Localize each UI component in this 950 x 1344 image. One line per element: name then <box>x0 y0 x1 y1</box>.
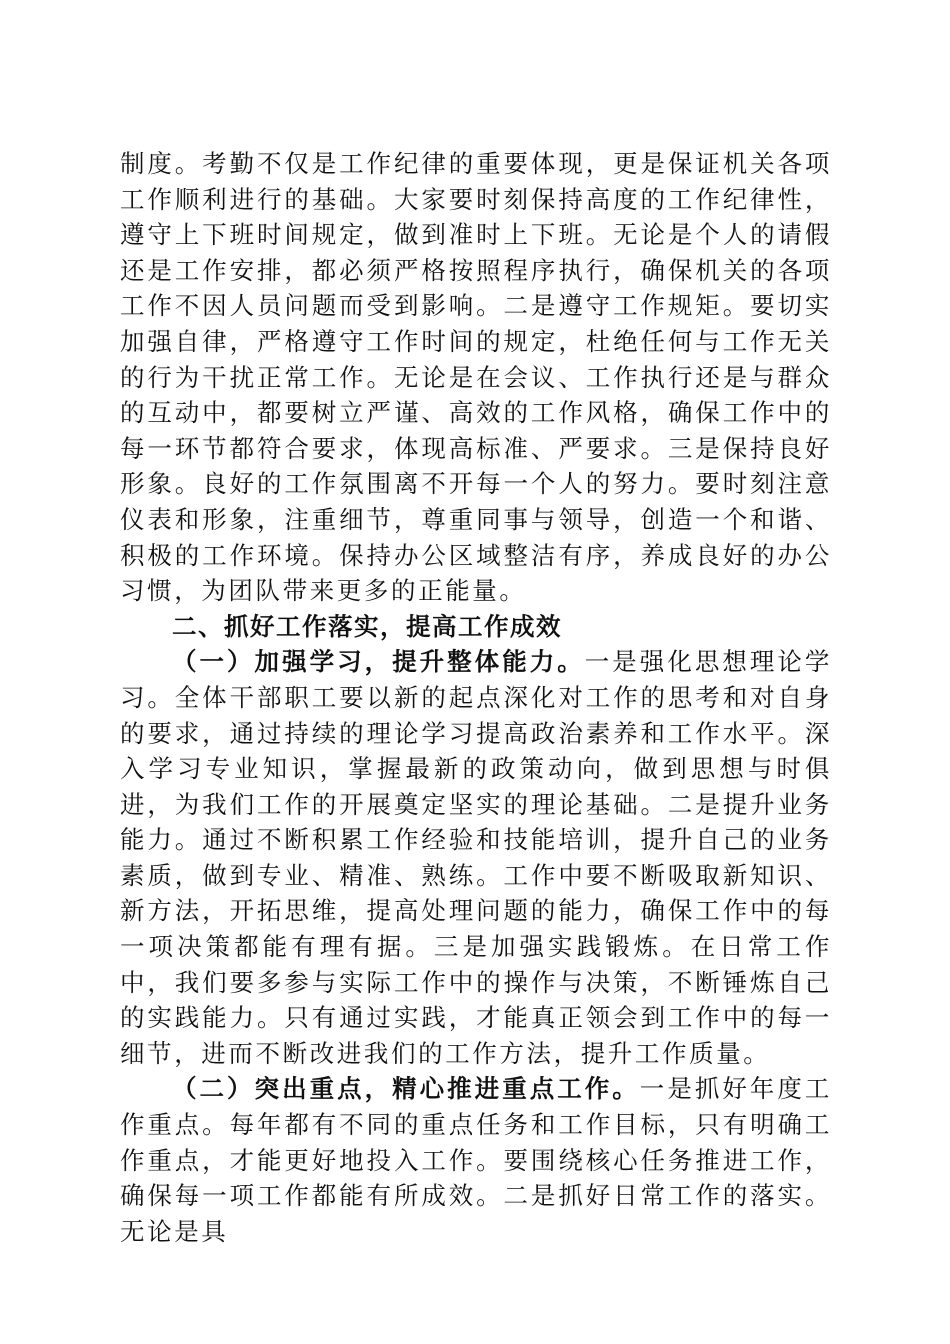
subsection-2-title: （二）突出重点，精心推进重点工作。 <box>172 1074 640 1104</box>
subsection-1-body: 一是强化思想理论学习。全体干部职工要以新的起点深化对工作的思考和对自身的要求，通过持续的理论学习提高政治素养和工作水平。深入学习专业知识，掌握最新的政策动向，做到思想与时俱进，为我们工作的开展奠定坚实的理论基础。二是提升业务能力。通过不断积累工作经验和技能培训，提升自己的业务素质，做到专业、精准、熟练。工作中要不断吸取新知识、新方法，开拓思维，提高处理问题的能力，确保工作中的每一项决策都能有理有据。三是加强实践锻炼。在日常工作中，我们要多参与实际工作中的操作与决策，不断锤炼自己的实践能力。只有通过实践，才能真正领会到工作中的每一细节，进而不断改进我们的工作方法，提升工作质量。 <box>120 647 833 1068</box>
section-heading-2: 二、抓好工作落实，提高工作成效 <box>172 611 562 641</box>
subsection-1-title: （一）加强学习，提升整体能力。 <box>172 647 585 677</box>
paragraph-continuation: 制度。考勤不仅是工作纪律的重要体现，更是保证机关各项工作顺利进行的基础。大家要时刻保持高度的工作纪律性，遵守上下班时间规定，做到准时上下班。无论是个人的请假还是工作安排，都必须严格按照程序执行，确保机关的各项工作不因人员问题而受到影响。二是遵守工作规矩。要切实加强自律，严格遵守工作时间的规定，杜绝任何与工作无关的行为干扰正常工作。无论是在会议、工作执行还是与群众的互动中，都要树立严谨、高效的工作风格，确保工作中的每一环节都符合要求，体现高标准、严要求。三是保持良好形象。良好的工作氛围离不开每一个人的努力。要时刻注意仪表和形象，注重细节，尊重同事与领导，创造一个和谐、积极的工作环境。保持办公区域整洁有序，养成良好的办公习惯，为团队带来更多的正能量。 <box>120 149 832 606</box>
document-body <box>120 146 832 1249</box>
subsection-2-paragraph <box>120 1071 832 1249</box>
subsection-2-body: 一是抓好年度工作重点。每年都有不同的重点任务和工作目标，只有明确工作重点，才能更好地投入工作。要围绕核心任务推进工作，确保每一项工作都能有所成效。二是抓好日常工作的落实。无论是具 <box>120 1074 832 1246</box>
subsection-1-paragraph <box>120 644 832 1071</box>
